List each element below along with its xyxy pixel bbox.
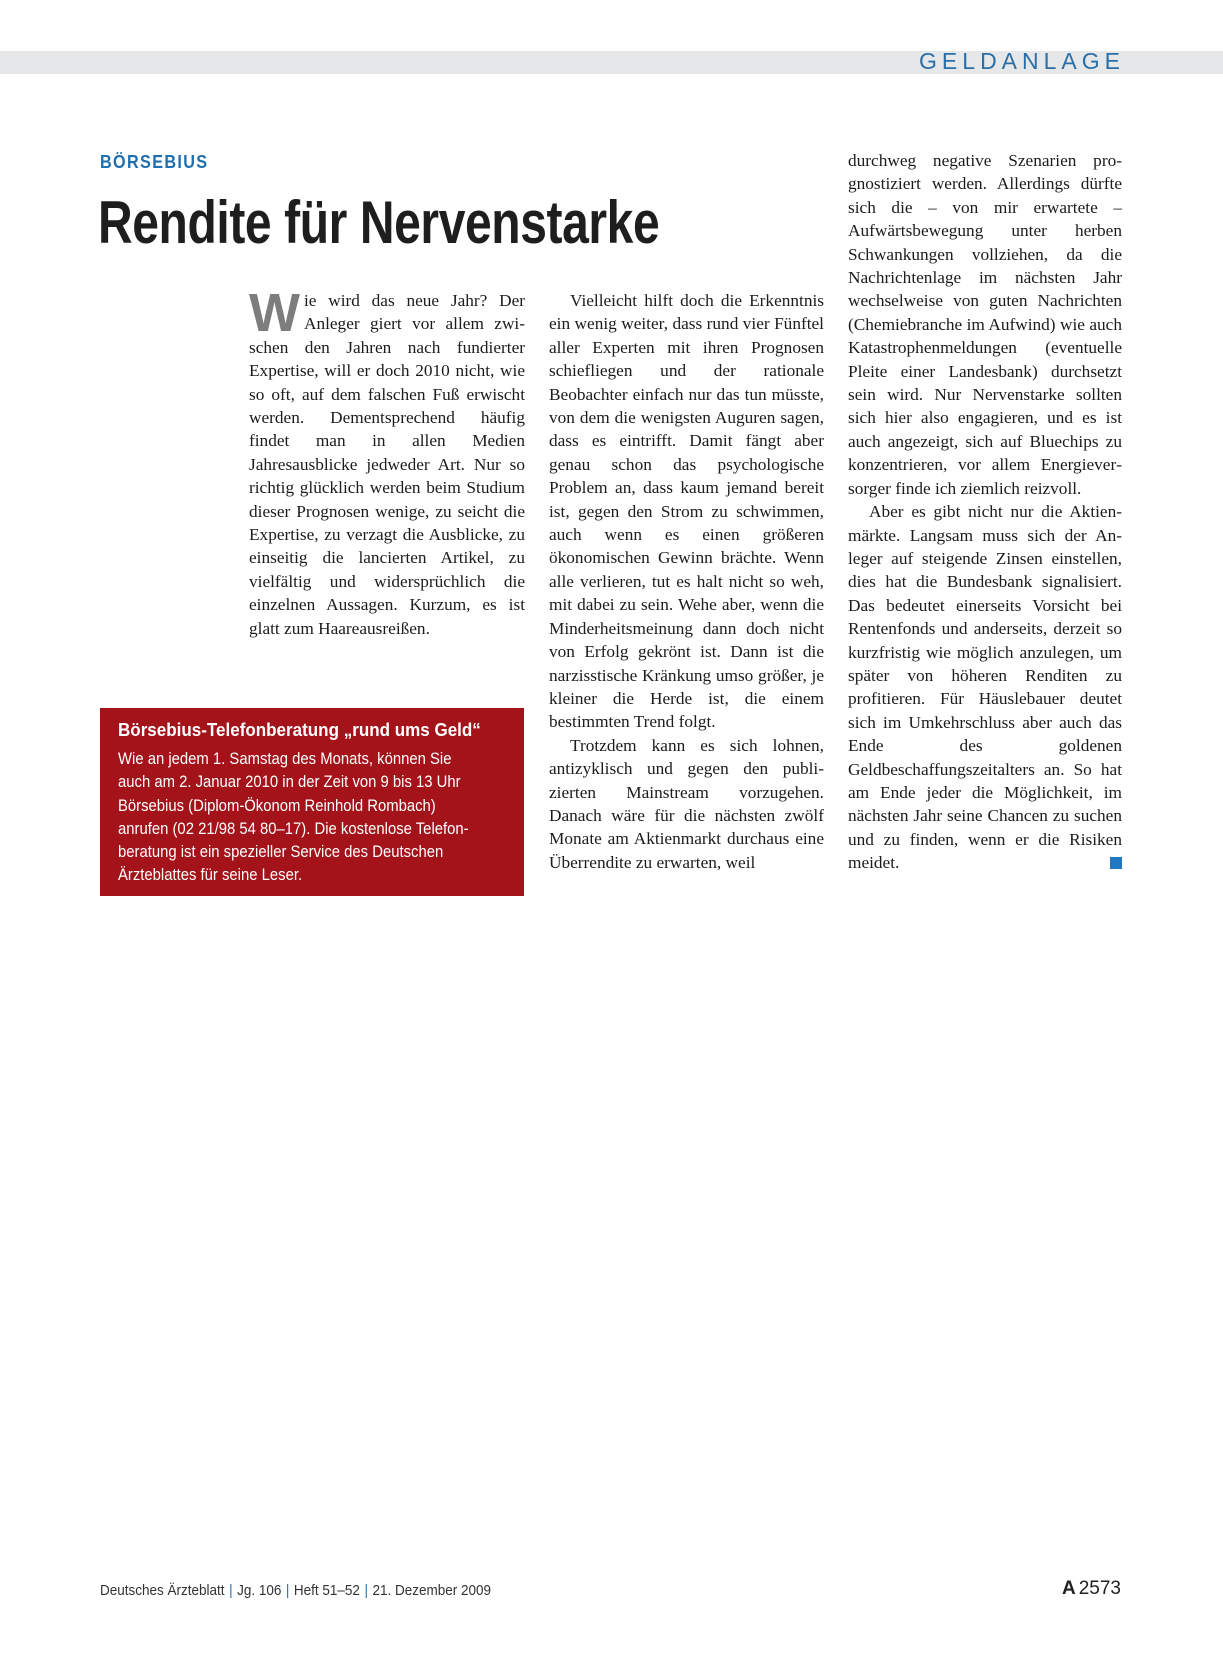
end-mark-icon [1110, 857, 1122, 869]
paragraph: durchweg negative Szenarien prognostiziert werden. Allerdings dürfte sich die – von mir erwartete – Aufwärtsbewegung unter herben Schwankungen vollziehen, da die Nachrichtenlage im nächsten Jahr wechselweise von guten Nachrichten (Chemiebranche im Aufwind) wie auch Katastrophenmeldungen (eventuelle Pleite einer Landesbank) durchsetzt sein wird. Nur Nervenstarke sollten sich hier also engagieren, und es ist auch angezeigt, sich auf Bluechips zu konzentrieren, vor allem Energieversorger finde ich ziemlich reizvoll. [848, 151, 1122, 498]
divider: | [285, 1582, 290, 1599]
article-kicker: BÖRSEBIUS [100, 152, 209, 172]
page-number [1062, 1578, 1121, 1600]
article-column-1 [249, 283, 525, 640]
paragraph-text: Aber es gibt nicht nur die Aktienmärkte. Langsam muss sich der Anleger auf steigende Zinsen einstellen, dies hat die Bundesbank signalisiert. Das bedeutet einerseits Vorsicht bei Rentenfonds und anderseits, derzeit so kurzfristig wie möglich anzulegen, um später von höheren Renditen zu profitieren. Für Häuslebauer deutet sich im Umkehrschluss aber auch das Ende des goldenen Geldbeschaffungszeitalters an. So hat am Ende jeder die Möglichkeit, im nächsten Jahr seine Chancen zu suchen und zu finden, wenn er die Risiken meidet. [848, 502, 1122, 873]
article-headline: Rendite für Nervenstarke [98, 189, 660, 256]
divider: | [229, 1582, 233, 1599]
article-column-3 [848, 149, 1122, 875]
divider: | [364, 1582, 368, 1599]
paragraph [848, 500, 1122, 875]
article-column-2 [549, 289, 824, 874]
paragraph [249, 283, 525, 640]
page-prefix: A [1061, 1578, 1076, 1599]
paragraph: Vielleicht hilft doch die Erkenntnis ein wenig weiter, dass rund vier Fünftel aller Experten mit ihren Prognosen schiefliegen und der rationale Beobachter einfach nur das tun müsste, von dem die wenigsten Auguren sagen, dass es eintrifft. Damit fängt aber genau schon das psychologische Problem an, dass kaum jemand bereit ist, gegen den Strom zu schwimmen, auch wenn es einen größeren ökonomischen Gewinn brächte. Wenn alle verlieren, tut es halt nicht so weh, mit dabei zu sein. Wehe aber, wenn die Minderheitsmeinung dann doch nicht von Erfolg gekrönt ist. Dann ist die narzisstische Kränkung umso größer, je kleiner die Herde ist, die einem bestimmten Trend folgt. [549, 291, 824, 732]
info-box-body: Wie an jedem 1. Samstag des Monats, können Sie auch am 2. Januar 2010 in der Zeit von 9 bis 13 Uhr Börsebius (Diplom-Ökonom Reinhold Rombach) anrufen (02 21/98 54 80–17). Die kostenlose Telefon- beratung ist ein spezieller Service des Deutschen Ärzteblattes für seine Leser. [118, 750, 469, 885]
info-box-title: Börsebius-Telefonberatung „rund ums Geld“ [118, 719, 481, 740]
drop-cap: W [249, 283, 300, 343]
issue: Heft 51–52 [293, 1582, 360, 1599]
paragraph: Trotzdem kann es sich lohnen, antizyklisch und gegen den publizierten Mainstream vorzugehen. Danach wäre für die nächsten zwölf Monate am Aktienmarkt durchaus eine Überrendite zu erwarten, weil [549, 735, 824, 872]
journal-name: Deutsches Ärzteblatt [100, 1582, 225, 1599]
page-number-value: 2573 [1078, 1578, 1121, 1599]
info-box [100, 708, 524, 896]
issue-date: 21. Dezember 2009 [372, 1582, 492, 1599]
footer-citation [100, 1582, 491, 1599]
volume: Jg. 106 [237, 1582, 282, 1599]
section-label: GELDANLAGE [919, 48, 1125, 74]
paragraph-text: ie wird das neue Jahr? Der Anleger giert vor allem zwischen den Jahren nach fundierter Expertise, will er doch 2010 nicht, wie so oft, auf dem falschen Fuß erwischt werden. Dementsprechend häufig findet man in allen Medien Jahresausblicke jedweder Art. Nur so richtig glücklich werden beim Studium dieser Prognosen wenige, zu seicht die Expertise, zu verzagt die Ausblicke, zu einseitig die lancierten Artikel, zu vielfältig und widersprüchlich die einzelnen Aussagen. Kurzum, es ist glatt zum Haareausreißen. [249, 291, 525, 638]
